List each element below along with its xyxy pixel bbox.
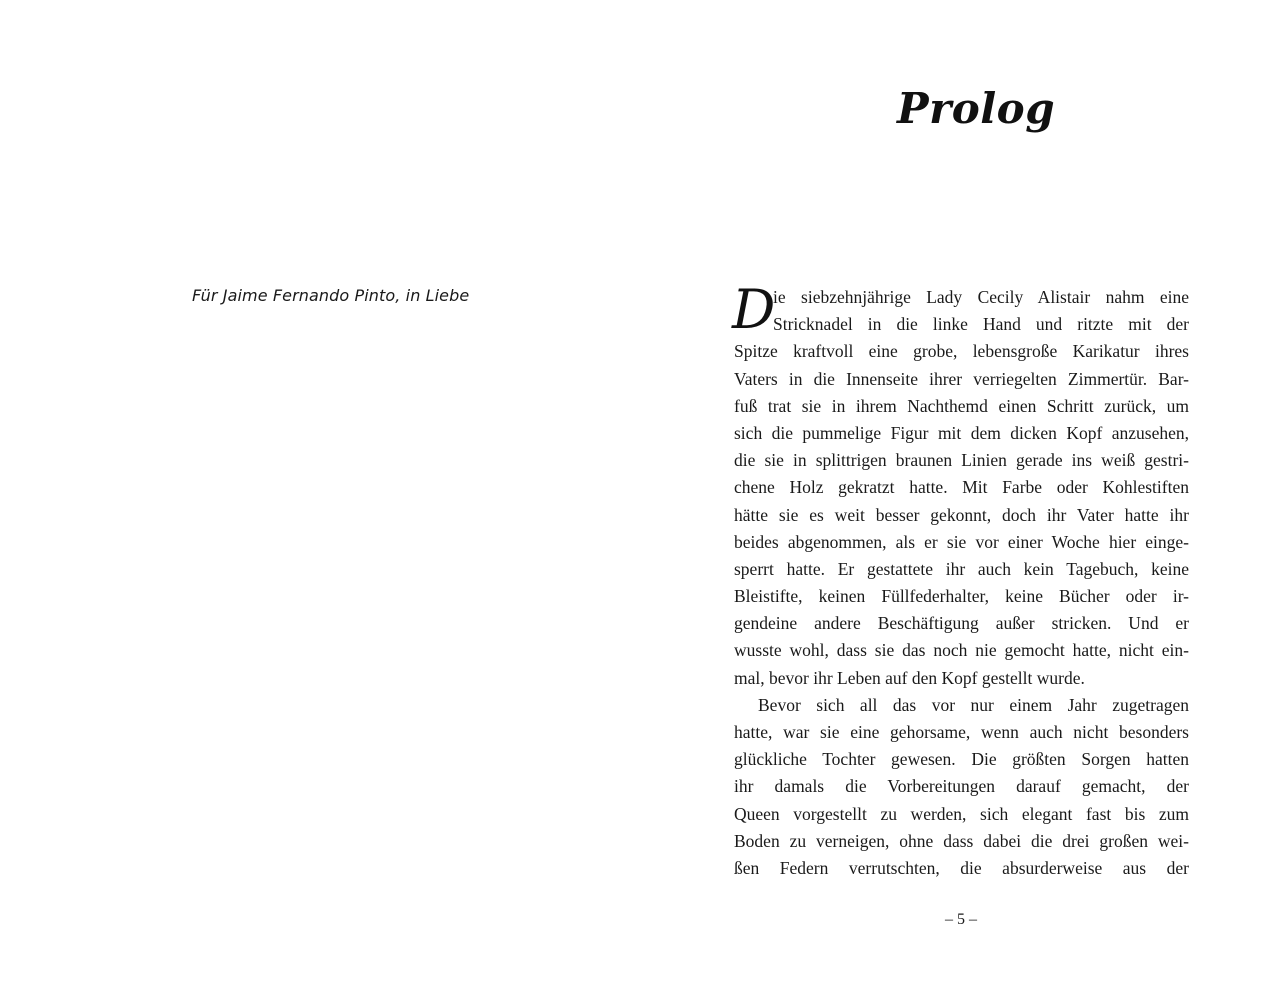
text-line: mal, bevor ihr Leben auf den Kopf gestellt wurde.	[734, 667, 1085, 688]
text-line: Bleistifte, keinen Füllfederhalter, keine Bücher oder ir-	[734, 586, 1189, 607]
text-line: beides abgenommen, als er sie vor einer Woche hier einge-	[734, 531, 1189, 552]
text-line: ihr damals die Vorbereitungen darauf gemacht, der	[734, 776, 1189, 797]
text-line: Bevor sich all das vor nur einem Jahr zugetragen	[758, 694, 1189, 715]
text-line: Vaters in die Innenseite ihrer verriegelten Zimmertür. Bar-	[734, 368, 1189, 389]
text-line: die sie in splittrigen braunen Linien gerade ins weiß gestri-	[734, 450, 1189, 471]
body-text	[732, 278, 1189, 882]
text-line: hatte, war sie eine gehorsame, wenn auch nicht besonders	[734, 722, 1189, 742]
text-line: ie siebzehnjährige Lady Cecily Alistair nahm eine	[773, 287, 1189, 307]
text-line: glückliche Tochter gewesen. Die größten Sorgen hatten	[734, 749, 1189, 770]
drop-cap: D	[732, 278, 776, 341]
text-line: fuß trat sie in ihrem Nachthemd einen Schritt zurück, um	[734, 395, 1189, 416]
text-line: sich die pummelige Figur mit dem dicken Kopf anzusehen,	[734, 422, 1189, 443]
text-line: sperrt hatte. Er gestattete ihr auch kein Tagebuch, keine	[734, 558, 1189, 579]
text-line: Spitze kraftvoll eine grobe, lebensgroße Karikatur ihres	[734, 341, 1189, 362]
page-number: – 5 –	[945, 911, 977, 928]
text-line: wusste wohl, dass sie das noch nie gemocht hatte, nicht ein-	[734, 640, 1189, 661]
chapter-title: Prolog	[897, 84, 1056, 133]
text-line: gendeine andere Beschäftigung außer stricken. Und er	[734, 613, 1189, 634]
text-line: Queen vorgestellt zu werden, sich elegant fast bis zum	[734, 803, 1189, 824]
text-line: ßen Federn verrutschten, die absurderweise aus der	[734, 857, 1189, 878]
text-line: hätte sie es weit besser gekonnt, doch ihr Vater hatte ihr	[734, 504, 1189, 525]
dedication: Für Jaime Fernando Pinto, in Liebe	[192, 286, 470, 305]
text-line: chene Holz gekratzt hatte. Mit Farbe oder Kohlestiften	[734, 477, 1189, 498]
text-line: Boden zu verneigen, ohne dass dabei die drei großen wei-	[734, 830, 1189, 851]
text-line: Stricknadel in die linke Hand und ritzte mit der	[773, 314, 1189, 335]
